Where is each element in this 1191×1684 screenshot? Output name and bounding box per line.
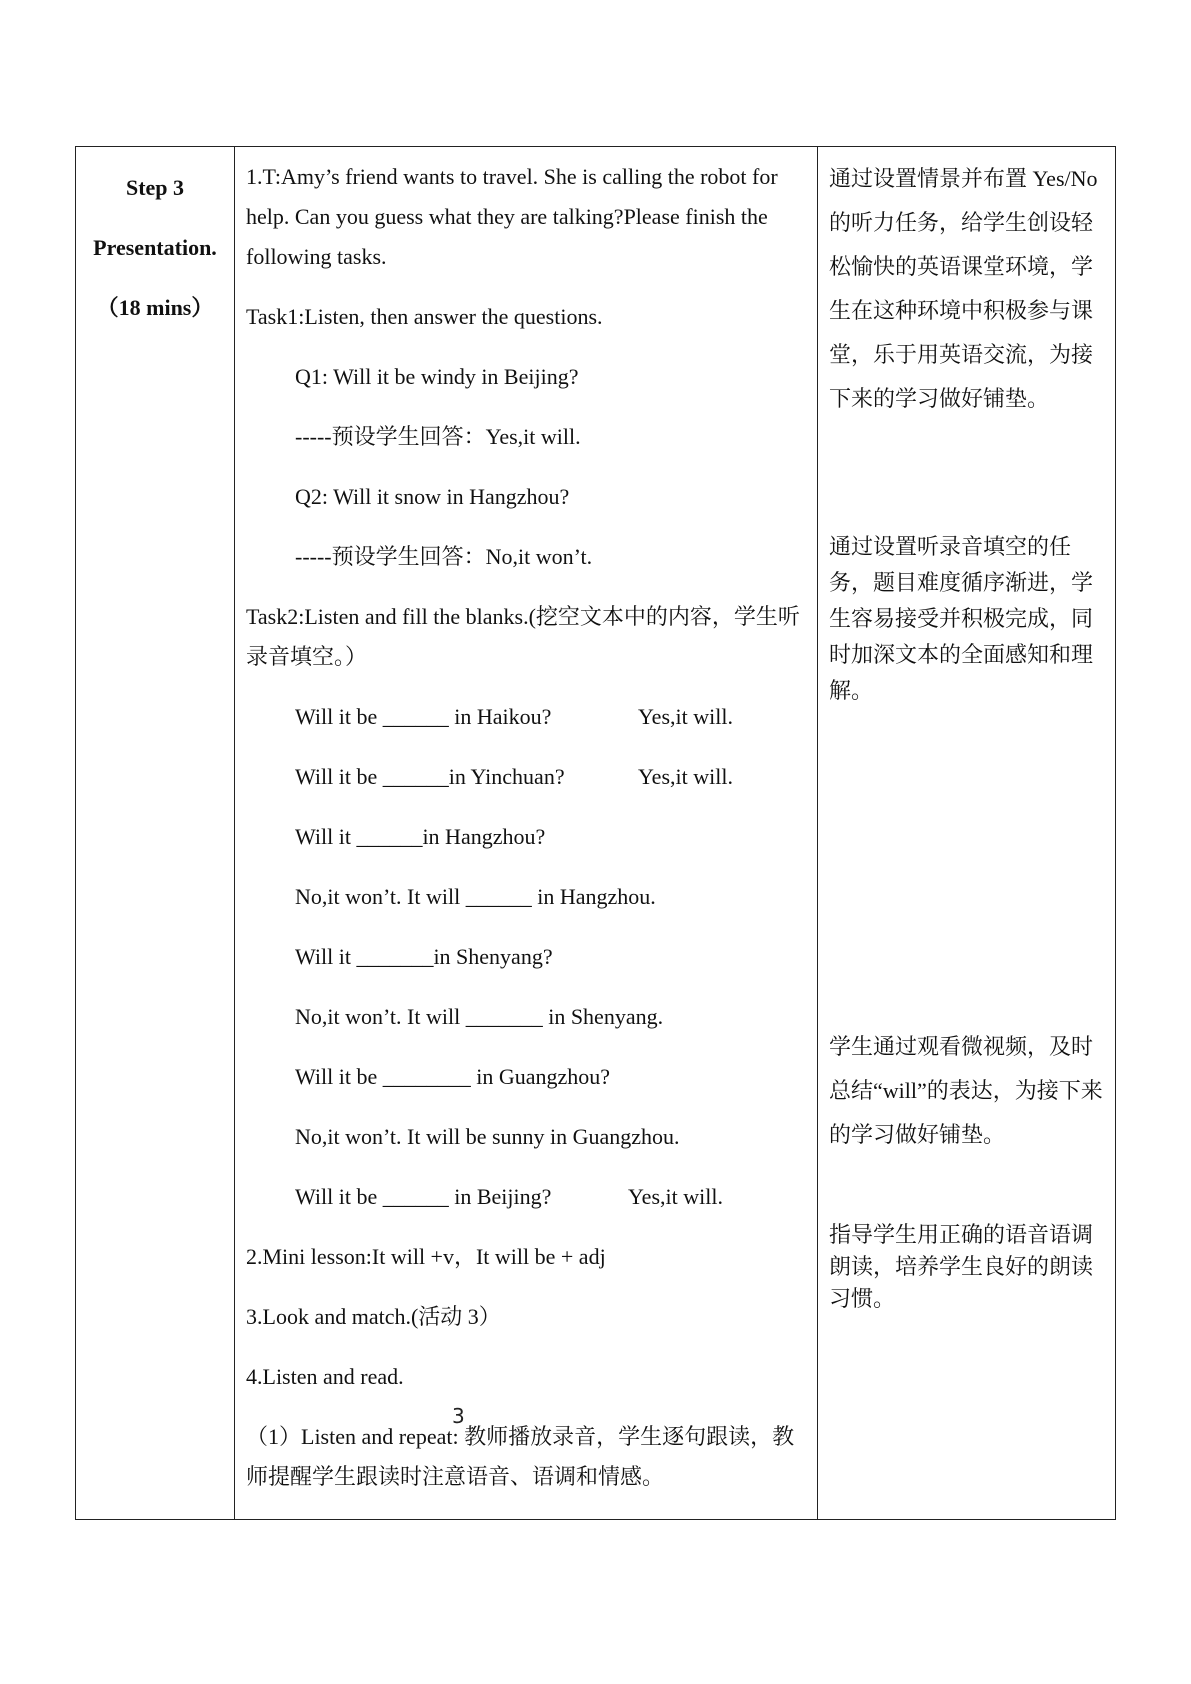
note-2: 通过设置听录音填空的任务，题目难度循序渐进，学生容易接受并积极完成，同时加深文本的全面感知和理解。 (829, 534, 1094, 703)
blank-line (246, 1117, 805, 1157)
blank-line (246, 937, 805, 977)
blank-answer: Yes,it will. (638, 704, 733, 729)
blank-line (246, 1177, 805, 1217)
blank-question: Will it _______in Shenyang? (295, 944, 553, 969)
blank-question: Will it be ______in Yinchuan? (295, 764, 565, 789)
table-row (76, 147, 1116, 1520)
intro-text: 1.T:Amy’s friend wants to travel. She is calling the robot for help. Can you guess what they are talking?Please finish the following tasks. (246, 164, 778, 269)
note-1: 通过设置情景并布置 Yes/No 的听力任务，给学生创设轻松愉快的英语课堂环境，学生在这种环境中积极参与课堂，乐于用英语交流，为接下来的学习做好铺垫。 (829, 166, 1098, 411)
lesson-plan-table (75, 146, 1116, 1520)
blank-question: Will it ______in Hangzhou? (295, 824, 546, 849)
answer-1: -----预设学生回答：Yes,it will. (295, 424, 581, 449)
step-title: Step 3 (125, 175, 185, 200)
task1-title: Task1:Listen, then answer the questions. (246, 304, 603, 329)
note-3: 学生通过观看微视频，及时总结“will”的表达，为接下来的学习做好铺垫。 (829, 1034, 1103, 1147)
question-2: Q2: Will it snow in Hangzhou? (295, 484, 570, 509)
blank-question: No,it won’t. It will ______ in Hangzhou. (295, 884, 656, 909)
answer-2: -----预设学生回答：No,it won’t. (295, 544, 593, 569)
blank-line (246, 877, 805, 917)
blank-question: Will it be ______ in Beijing? (295, 1184, 552, 1209)
blank-answer: Yes,it will. (628, 1184, 723, 1209)
step-cell (76, 147, 235, 1520)
blank-answer: Yes,it will. (638, 764, 733, 789)
step-duration: （18 mins） (96, 295, 214, 320)
content-cell (235, 147, 818, 1520)
blank-question: No,it won’t. It will _______ in Shenyang. (295, 1004, 664, 1029)
mini-lesson: 2.Mini lesson:It will +v，It will be + adj (246, 1244, 606, 1269)
look-and-match: 3.Look and match.(活动 3） (246, 1304, 501, 1329)
blank-question: No,it won’t. It will be sunny in Guangzhou. (295, 1124, 680, 1149)
blank-line (246, 757, 805, 797)
task2-title: Task2:Listen and fill the blanks.(挖空文本中的内容，学生听录音填空。） (246, 604, 800, 669)
blank-question: Will it be ________ in Guangzhou? (295, 1064, 611, 1089)
listen-and-read: 4.Listen and read. (246, 1364, 404, 1389)
blank-line (246, 1057, 805, 1097)
listen-and-repeat: （1）Listen and repeat: 教师播放录音，学生逐句跟读，教师提醒学生跟读时注意语音、语调和情感。 (246, 1424, 795, 1489)
page-number: 3 (452, 1404, 465, 1428)
blank-line (246, 697, 805, 737)
note-4: 指导学生用正确的语音语调朗读，培养学生良好的朗读习惯。 (829, 1222, 1094, 1311)
step-stage: Presentation. (93, 235, 217, 260)
blank-line (246, 817, 805, 857)
blank-line (246, 997, 805, 1037)
notes-cell (818, 147, 1116, 1520)
blank-question: Will it be ______ in Haikou? (295, 704, 552, 729)
question-1: Q1: Will it be windy in Beijing? (295, 364, 579, 389)
